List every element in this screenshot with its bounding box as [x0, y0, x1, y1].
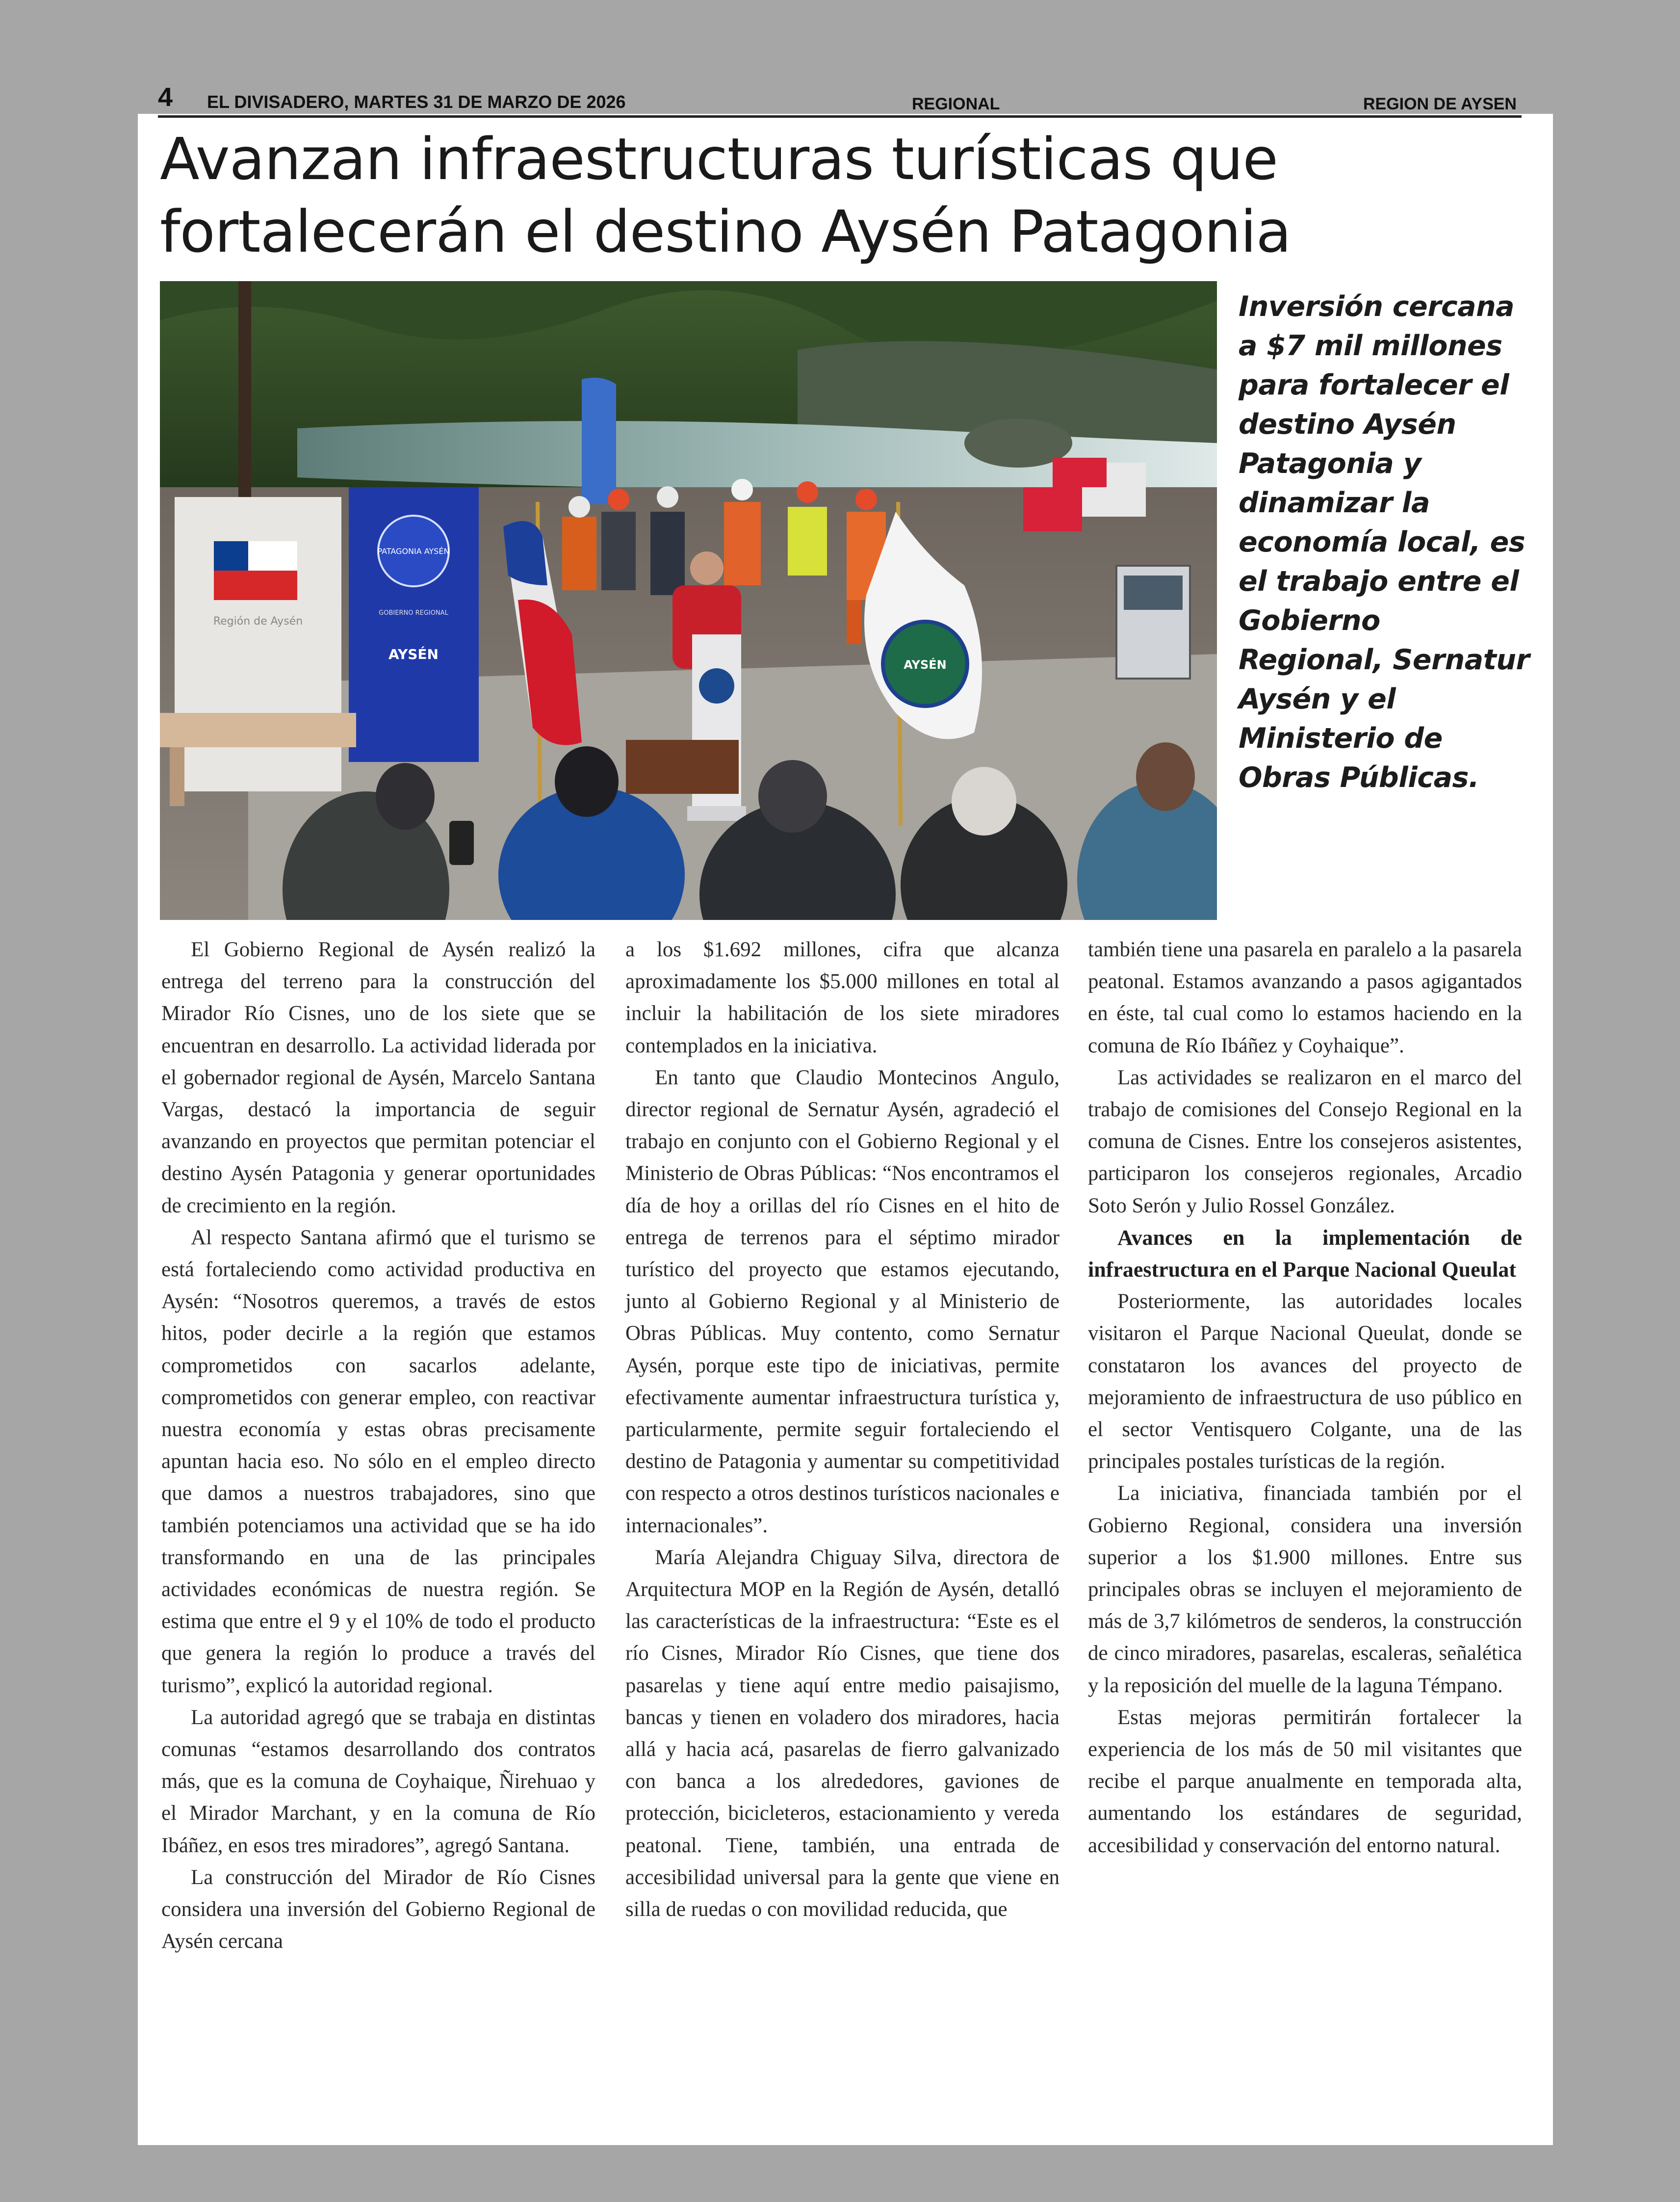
article-paragraph: La autoridad agregó que se trabaja en distintas comunas “estamos desarrollando dos contratos más, que es la comuna de Coyhaique, Ñirehuao y el Mirador Marchant, y en la comuna de Río Ibáñez, en esos tres miradores”, agregó Santana. — [161, 1705, 595, 1857]
article-paragraph: Al respecto Santana afirmó que el turismo se está fortaleciendo como actividad productiva en Aysén: “Nosotros queremos, a través de estos hitos, poder decirle a la región que estamos comprometidos con sacarlos adelante, comprometidos con generar empleo, con reactivar nuestra economía y estas obras precisamente apuntan hacia eso. No sólo en el empleo directo que damos a nuestros trabajadores, sino que también potenciamos una actividad que se ha ido transformando en una de las principales actividades económicas de nuestra región. Se estima que entre el 9 y el 10% de todo el producto que genera la región lo produce a través del turismo”, explicó la autoridad regional. — [161, 1226, 595, 1697]
article-column-2 — [625, 934, 1060, 1925]
region-label: REGION DE AYSEN — [1363, 95, 1517, 113]
article-paragraph: también tiene una pasarela en paralelo a la pasarela peatonal. Estamos avanzando a pasos agigantados en éste, tal cual como lo estamos haciendo en la comuna de Río Ibáñez y Coyhaique”. — [1088, 938, 1522, 1057]
article-headline: Avanzan infraestructuras turísticas que fortalecerán el destino Aysén Patagonia — [160, 125, 1291, 265]
banner-left-title: Región de Aysén — [213, 615, 303, 628]
article-column-3 — [1088, 934, 1522, 1861]
article-subheading: Avances en la implementación de infraestructura en el Parque Nacional Queulat — [1088, 1225, 1522, 1282]
section-label: REGIONAL — [912, 95, 1000, 113]
article-paragraph: Las actividades se realizaron en el marco del trabajo de comisiones del Consejo Regional en la comuna de Cisnes. Entre los consejeros asistentes, participaron los consejeros regionales, Arcadio Soto Serón y Julio Rossel González. — [1088, 1066, 1522, 1217]
banner-center-foot: AYSÉN — [388, 646, 439, 662]
article-paragraph: La iniciativa, financiada también por el Gobierno Regional, considera una inversión superior a los $1.900 millones. Entre sus principales obras se incluyen el mejoramiento de más de 3,7 kilómetros de senderos, la construcción de cinco miradores, pasarelas, escaleras, señalética y la reposición del muelle de la laguna Témpano. — [1088, 1482, 1522, 1697]
article-paragraph: a los $1.692 millones, cifra que alcanza aproximadamente los $5.000 millones en total al incluir la habilitación de los siete miradores contemplados en la iniciativa. — [625, 938, 1060, 1057]
banner-center-title: PATAGONIA AYSÉN — [377, 547, 450, 556]
ceremony-photo-illustration — [160, 281, 1217, 920]
article-paragraph: Posteriormente, las autoridades locales visitaron el Parque Nacional Queulat, donde se constataron los avances del proyecto de mejoramiento de infraestructura de uso público en el sector Ventisquero Colgante, una de las principales postales turísticas de la región. — [1088, 1290, 1522, 1473]
banner-center-sub: GOBIERNO REGIONAL — [379, 609, 448, 617]
page-header — [158, 82, 1522, 118]
flag-right-text: AYSÉN — [904, 658, 947, 672]
article-photo — [160, 281, 1217, 920]
article-paragraph: María Alejandra Chiguay Silva, directora de Arquitectura MOP en la Región de Aysén, detalló las características de la infraestructura: “Este es el río Cisnes, Mirador Río Cisnes, que tiene dos pasarelas y tiene aquí entre medio paisajismo, bancas y tienen en voladero dos miradores, hacia allá y hacia acá, pasarelas de fierro galvanizado con banca a los alrededores, gaviones de protección, bicicleteros, estacionamiento y vereda peatonal. Tiene, también, una entrada de accesibilidad universal para la gente que viene en silla de ruedas o con movilidad reducida, que — [625, 1546, 1060, 1921]
page-number: 4 — [158, 82, 173, 112]
pull-quote: Inversión cercana a $7 mil millones para fortalecer el destino Aysén Patagonia y dinamizar la economía local, es el trabajo entre el Gobierno Regional, Sernatur Aysén y el Ministerio de Obras Públicas. — [1239, 290, 1530, 794]
article-paragraph: La construcción del Mirador de Río Cisnes considera una inversión del Gobierno Regional de Aysén cercana — [161, 1865, 595, 1953]
article-paragraph: El Gobierno Regional de Aysén realizó la entrega del terreno para la construcción del Mirador Río Cisnes, uno de los siete que se encuentran en desarrollo. La actividad liderada por el gobernador regional de Aysén, Marcelo Santana Vargas, destacó la importancia de seguir avanzando en proyectos que permitan potenciar el destino Aysén Patagonia y generar oportunidades de crecimiento en la región. — [161, 938, 595, 1217]
article-paragraph: Estas mejoras permitirán fortalecer la experiencia de los más de 50 mil visitantes que recibe el parque anualmente en temporada alta, aumentando los estándares de seguridad, accesibilidad y conservación del entorno natural. — [1088, 1705, 1522, 1857]
article-paragraph: En tanto que Claudio Montecinos Angulo, director regional de Sernatur Aysén, agradeció el trabajo en conjunto con el Gobierno Regional y el Ministerio de Obras Públicas: “Nos encontramos el día de hoy a orillas del río Cisnes en el hito de entrega de terrenos para el séptimo mirador turístico del proyecto que estamos ejecutando, junto al Gobierno Regional y al Ministerio de Obras Públicas. Muy contento, como Sernatur Aysén, porque este tipo de iniciativas, permite efectivamente aumentar infraestructura turística y, particularmente, permite seguir fortaleciendo el destino de Patagonia y aumentar su competitividad con respecto a otros destinos turísticos nacionales e internacionales”. — [625, 1066, 1060, 1537]
article-column-1 — [161, 934, 595, 1958]
newspaper-dateline: EL DIVISADERO, MARTES 31 DE MARZO DE 2026 — [207, 92, 626, 112]
